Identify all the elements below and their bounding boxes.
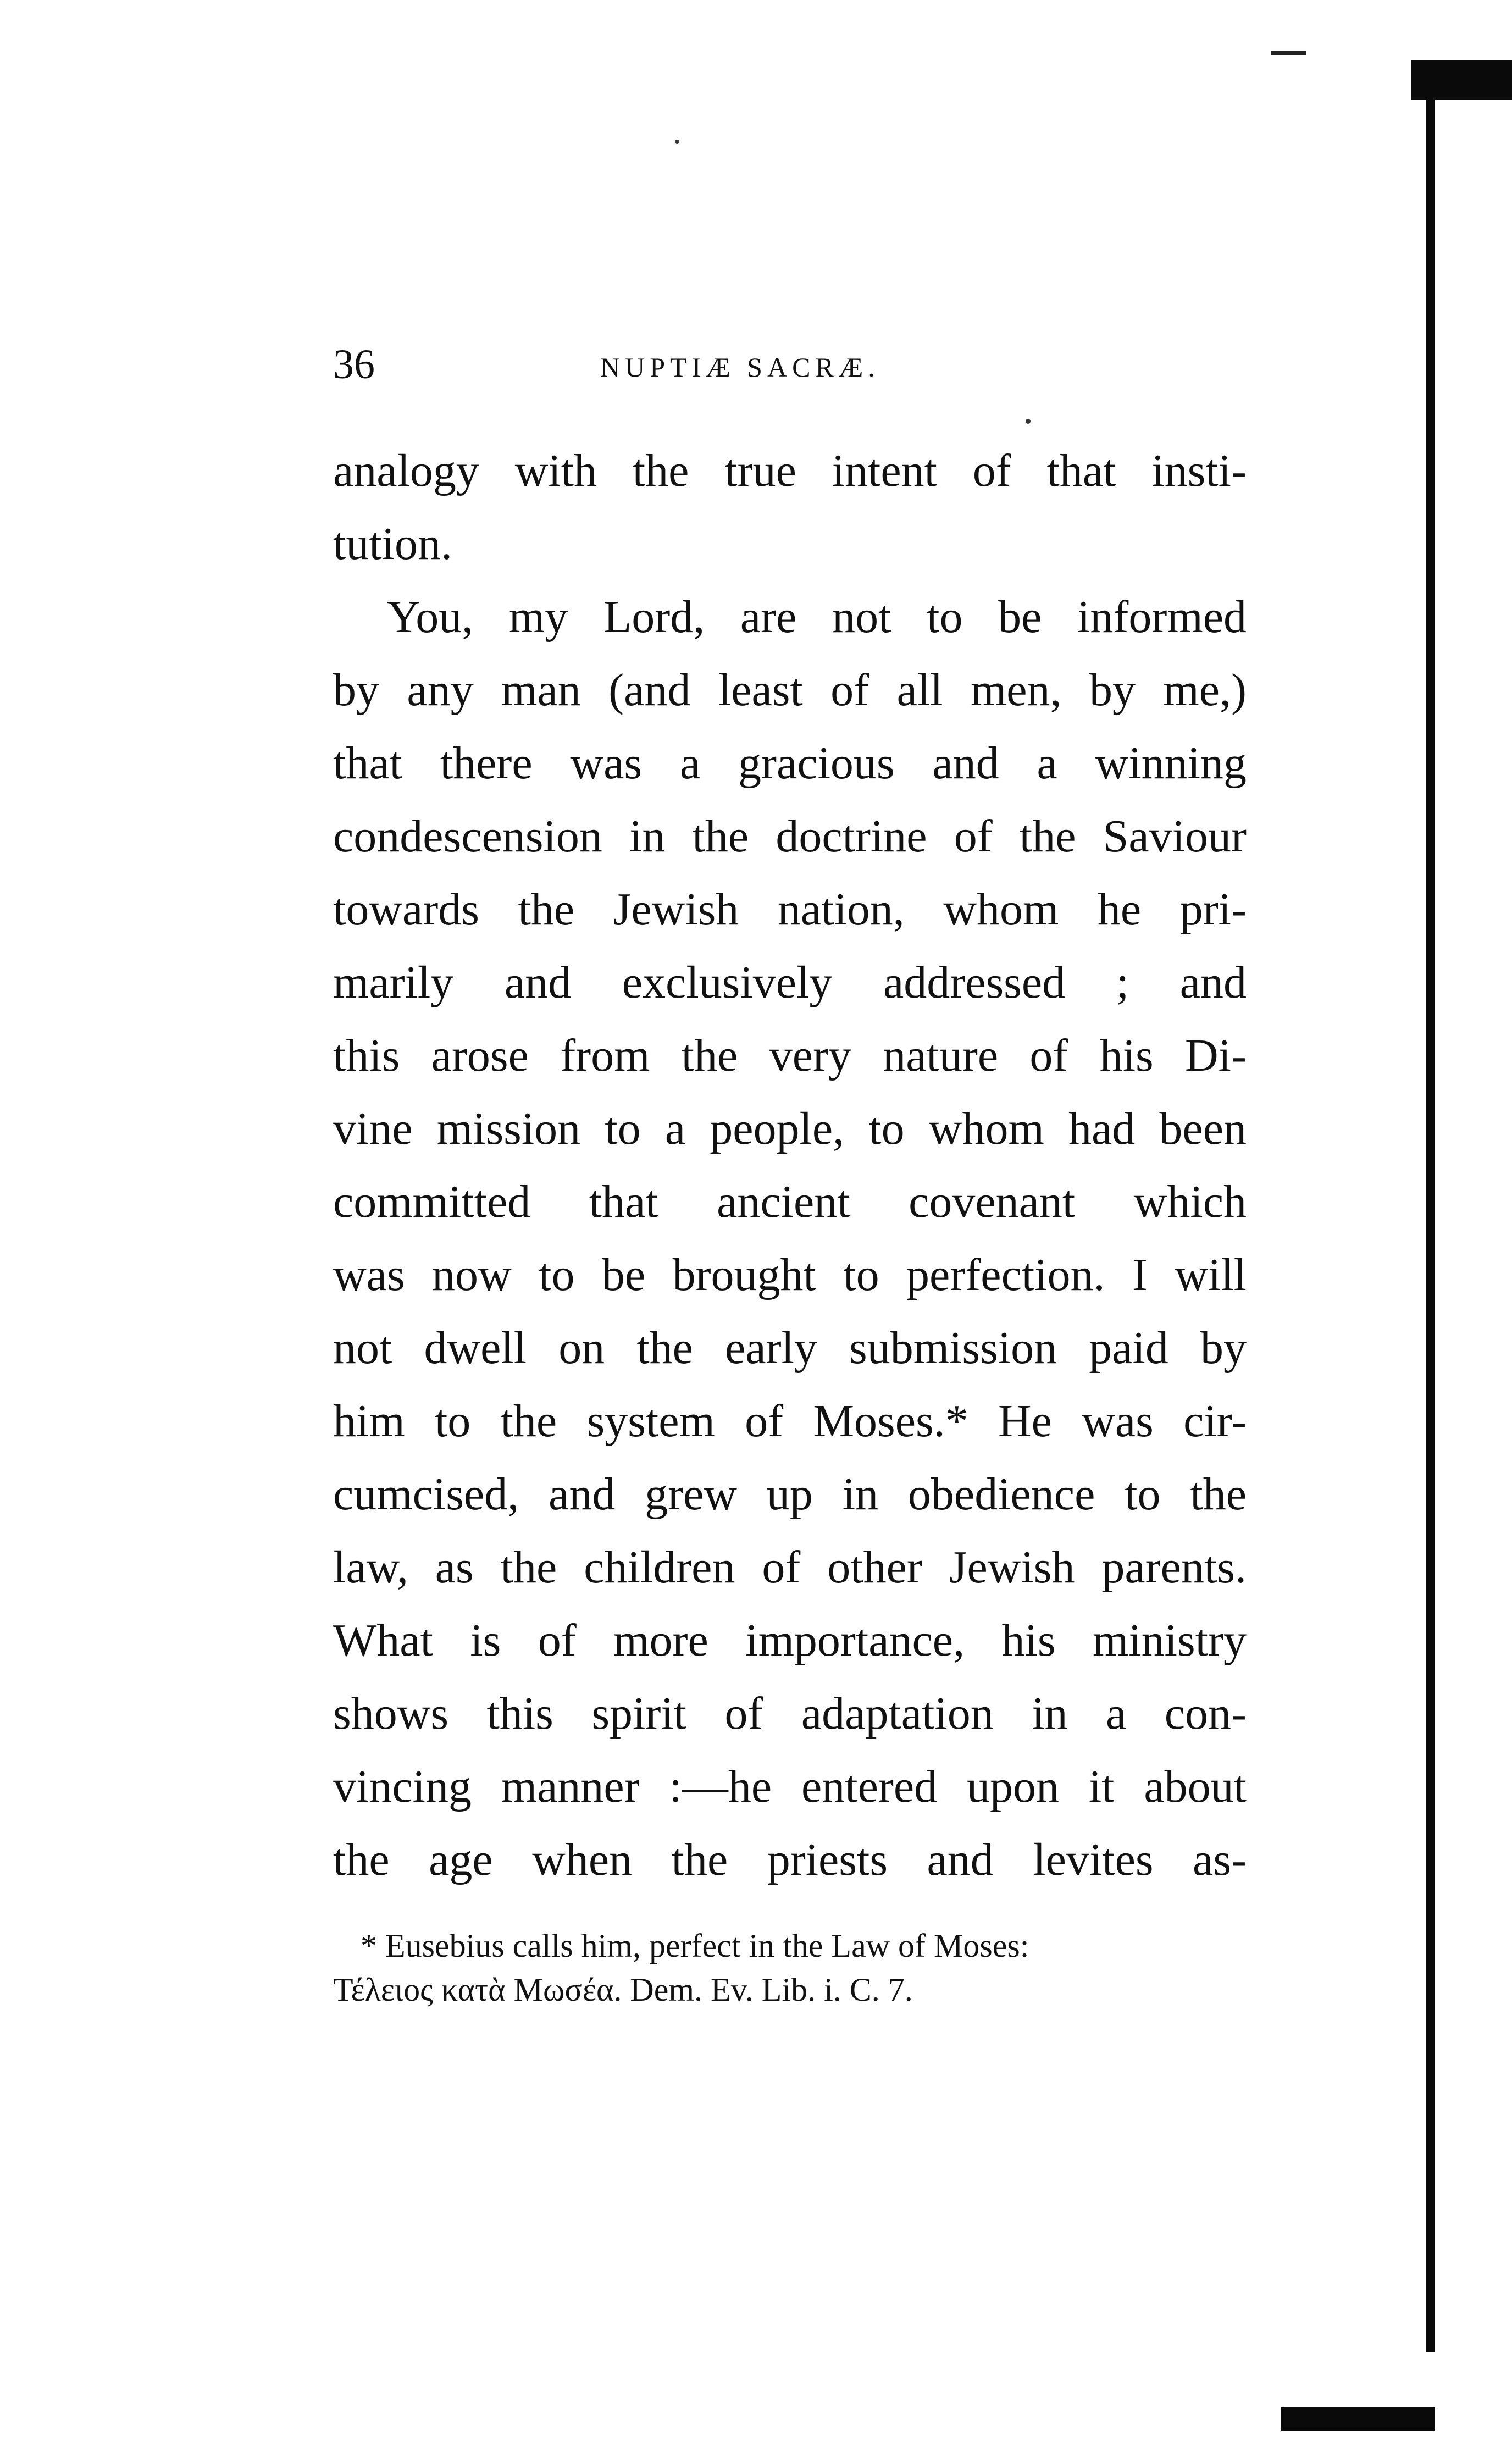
text-line: marily and exclusively addressed ; and xyxy=(333,957,1247,1008)
footnote-line: * Eusebius calls him, perfect in the Law of Moses: xyxy=(361,1928,1029,1964)
ink-speck xyxy=(675,140,679,144)
text-line: by any man (and least of all men, by me,) xyxy=(333,665,1247,716)
text-line: was now to be brought to perfection. I will xyxy=(333,1249,1247,1300)
text-line: this arose from the very nature of his Di- xyxy=(333,1030,1247,1081)
running-head: NUPTIÆ SACRÆ. xyxy=(600,352,880,383)
text-line: tution. xyxy=(333,518,453,569)
text-line: What is of more importance, his ministry xyxy=(333,1615,1247,1666)
text-line: not dwell on the early submission paid by xyxy=(333,1322,1247,1374)
footnote-line: Τέλειος κατὰ Μωσέα. Dem. Ev. Lib. i. C. 7. xyxy=(333,1972,913,2008)
footnote xyxy=(333,1924,1247,2012)
page-number: 36 xyxy=(333,341,375,387)
text-line: vincing manner :—he entered upon it about xyxy=(333,1761,1247,1812)
binding-edge-bottom xyxy=(1281,2407,1435,2431)
text-line: that there was a gracious and a winning xyxy=(333,738,1247,789)
text-line: the age when the priests and levites as- xyxy=(333,1834,1247,1885)
text-line: cumcised, and grew up in obedience to the xyxy=(333,1469,1247,1520)
page-header xyxy=(333,340,1245,389)
edge-mark-top xyxy=(1271,51,1306,55)
binding-edge-bar xyxy=(1426,99,1435,2352)
text-line: law, as the children of other Jewish parents. xyxy=(333,1542,1247,1593)
ink-speck xyxy=(1026,419,1031,424)
text-line: towards the Jewish nation, whom he pri- xyxy=(333,884,1247,935)
text-line: him to the system of Moses.* He was cir- xyxy=(333,1396,1247,1447)
text-line: You, my Lord, are not to be informed xyxy=(387,591,1247,643)
text-line: condescension in the doctrine of the Saviour xyxy=(333,811,1247,862)
text-line: committed that ancient covenant which xyxy=(333,1176,1247,1227)
binding-edge-top xyxy=(1411,60,1512,100)
body-text xyxy=(333,434,1247,1896)
text-line: shows this spirit of adaptation in a con- xyxy=(333,1688,1247,1739)
text-line: analogy with the true intent of that insti- xyxy=(333,445,1247,496)
text-line: vine mission to a people, to whom had been xyxy=(333,1103,1247,1154)
